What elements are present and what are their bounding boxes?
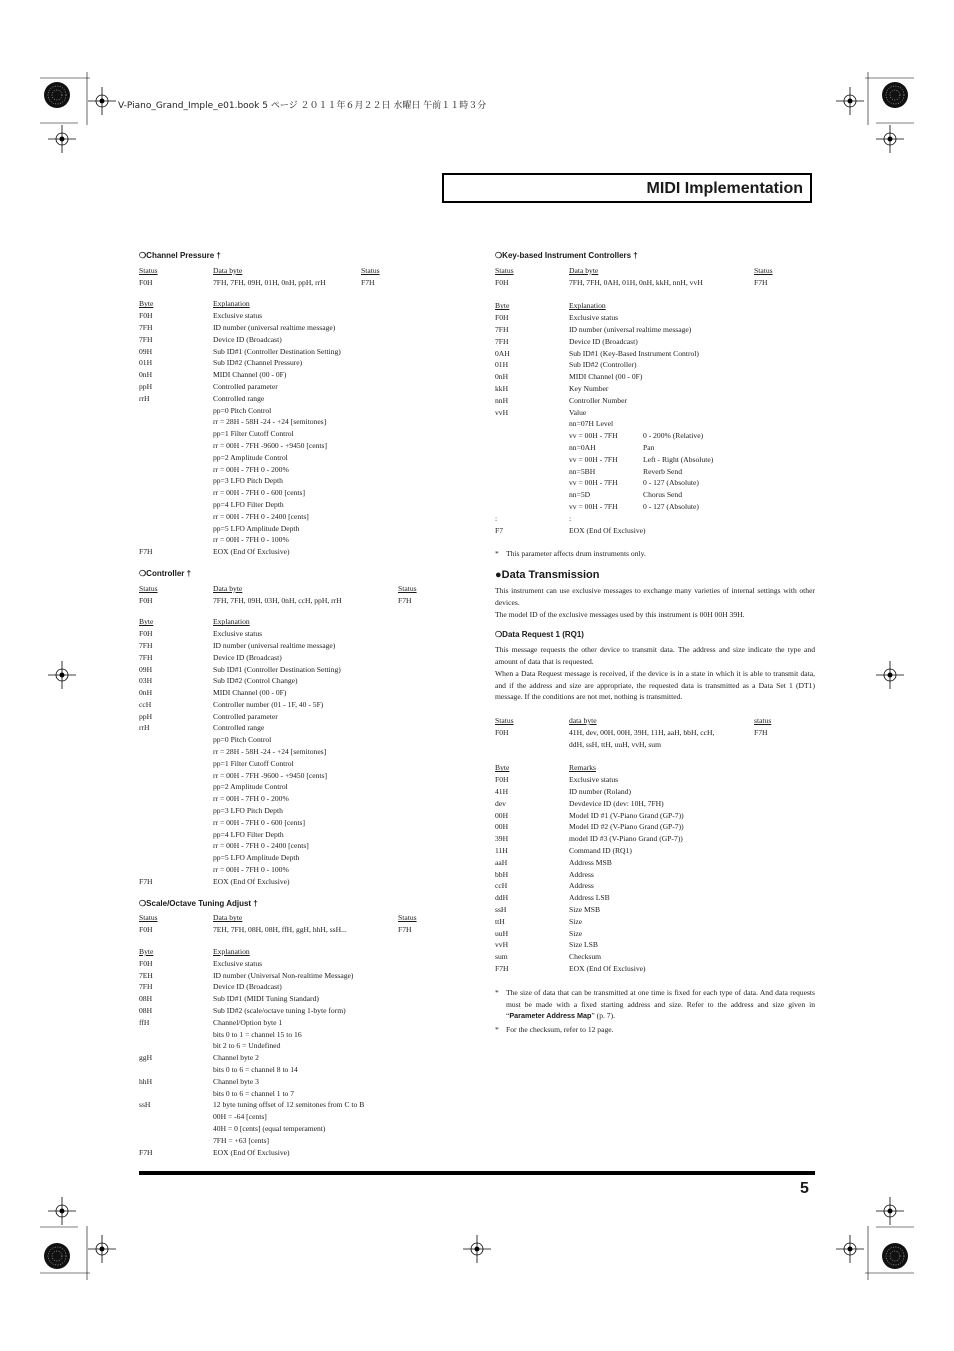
status-row: F0H 41H, dev, 00H, 00H, 39H, 11H, aaH, bbH, ccH, F7H	[495, 727, 768, 737]
file-header: V-Piano_Grand_Imple_e01.book 5 ページ ２０１１年６月２２日 水曜日 午前１１時３分	[118, 101, 487, 111]
byte-row: 09H Sub ID#1 (Controller Destination Setting)	[139, 664, 341, 674]
eox-row: F7H EOX (End Of Exclusive)	[139, 876, 290, 886]
byte-row: ppH Controlled parameter	[139, 381, 278, 391]
eox-row: F7H EOX (End Of Exclusive)	[139, 547, 290, 557]
byte-row: 11H Command ID (RQ1)	[495, 846, 632, 856]
status-row: F0H 7FH, 7FH, 0AH, 01H, 0nH, kkH, nnH, vvH F7H	[495, 277, 768, 287]
footnote: * For the checksum, refer to 12 page.	[495, 1025, 614, 1035]
status-row: F0H 7FH, 7FH, 09H, 01H, 0nH, ppH, rrH F7H	[139, 277, 375, 287]
byte-row: dev Devdevice ID (dev: 10H, 7FH)	[495, 798, 664, 808]
byte-row: ccH Controller number (01 - 1F, 40 - 5F)	[139, 699, 324, 709]
footnote: * This parameter affects drum instruments only.	[495, 549, 646, 559]
byte-row: 09H Sub ID#1 (Controller Destination Setting)	[139, 346, 341, 356]
byte-row: kkH Key Number	[495, 383, 609, 393]
byte-row: ccH Address	[495, 881, 594, 891]
byte-header: Byte Explanation	[139, 947, 250, 957]
byte-row: F0H Exclusive status	[495, 775, 619, 785]
byte-row: ssH Size MSB	[495, 905, 601, 915]
byte-row: 7FH Device ID (Broadcast)	[495, 336, 638, 346]
byte-row: 00H Model ID #2 (V-Piano Grand (GP-7))	[495, 822, 684, 832]
status-header: Status Data byte Status	[139, 265, 380, 275]
byte-row: 01H Sub ID#2 (Channel Pressure)	[139, 358, 303, 368]
paragraph: This instrument can use exclusive messages to exchange many varieties of internal settings with other devices.	[495, 585, 815, 607]
byte-row: 7FH = +63 [cents]	[213, 1135, 270, 1145]
byte-row: rrH Controlled range	[139, 723, 265, 733]
byte-row: bits 0 to 6 = channel 8 to 14	[213, 1065, 298, 1074]
byte-header: Byte Explanation	[495, 301, 606, 311]
byte-header: Byte Remarks	[495, 763, 596, 773]
byte-row: bit 2 to 6 = Undefined	[213, 1041, 281, 1051]
paragraph: The model ID of the exclusive messages used by this instrument is 00H 00H 39H.	[495, 609, 745, 619]
byte-list	[495, 312, 815, 418]
rq1-heading: ❍Data Request 1 (RQ1)	[495, 630, 584, 640]
footnote: * The size of data that can be transmitted at one time is fixed for each type of data. And data requests must be made with a fixed starting address and size. Refer to the address and size given in “Parameter Address Map” (p. 7).	[495, 987, 815, 1021]
status-header: Status data byte status	[495, 716, 772, 726]
byte-list	[139, 958, 439, 1159]
byte-row: 0nH MIDI Channel (00 - 0F)	[495, 372, 643, 382]
byte-row: 7FH ID number (universal realtime message)	[139, 322, 336, 332]
scale-tuning-heading: ❍Scale/Octave Tuning Adjust †	[139, 898, 258, 908]
byte-row: 7EH ID number (Universal Non-realtime Message)	[139, 970, 354, 980]
byte-row: 08H Sub ID#1 (MIDI Tuning Standard)	[139, 994, 319, 1004]
byte-row: 7FH Device ID (Broadcast)	[139, 652, 282, 662]
value-list: nn=07H Level vv = 00H - 7FH 0 - 200% (Relative) nn=0AH Pan vv = 00H - 7FH Left - Right (Absolute) nn=5BH Reverb Send vv = 00H - 7FH 0 - 127 (Absolute) nn=5D Chorus Send vv = 00H - 7FH 0 - 127 (Absolute)	[569, 419, 714, 511]
byte-list	[139, 628, 439, 734]
byte-row: 39H model ID #3 (V-Piano Grand (GP-7))	[495, 834, 683, 844]
byte-row: F0H Exclusive status	[139, 311, 263, 321]
byte-row: ggH Channel byte 2	[139, 1053, 259, 1063]
key-based-heading: ❍Key-based Instrument Controllers †	[495, 251, 638, 260]
byte-row: 7FH Device ID (Broadcast)	[139, 334, 282, 344]
byte-row: 0AH Sub ID#1 (Key-Based Instrument Control)	[495, 348, 699, 358]
byte-row: bits 0 to 1 = channel 15 to 16	[213, 1029, 302, 1039]
byte-header: Byte Explanation	[139, 299, 250, 309]
ellipsis-row: : :	[495, 513, 572, 523]
byte-row: F0H Exclusive status	[495, 313, 619, 323]
channel-pressure-heading: ❍Channel Pressure †	[139, 251, 221, 260]
byte-row: 41H ID number (Roland)	[495, 787, 631, 797]
byte-row: ttH Size	[495, 916, 583, 926]
status-row: F0H 7EH, 7FH, 08H, 08H, ffH, ggH, hhH, ssH... F7H	[139, 925, 412, 935]
byte-row: ffH Channel/Option byte 1	[139, 1017, 283, 1027]
byte-row: 0nH MIDI Channel (00 - 0F)	[139, 688, 287, 698]
byte-row: hhH Channel byte 3	[139, 1076, 259, 1086]
byte-list	[139, 310, 439, 404]
range-list: pp=0 Pitch Control rr = 28H - 58H -24 - +24 [semitones] pp=1 Filter Cutoff Control rr = 00H - 7FH -9600 - +9450 [cents] pp=2 Amplitude Control rr = 00H - 7FH 0 - 200% pp=3 LFO Pitch Depth rr = 00H - 7FH 0 - 600 [cents] pp=4 LFO Filter Depth rr = 00H - 7FH 0 - 2400 [cents] pp=5 LFO Amplitude Depth rr = 00H - 7FH 0 - 100%	[213, 405, 328, 545]
byte-row: 7FH Device ID (Broadcast)	[139, 982, 282, 992]
title-box	[442, 173, 812, 203]
byte-row: vvH Size LSB	[495, 940, 598, 950]
byte-row: vvH Value	[495, 407, 587, 417]
byte-row: 00H = -64 [cents]	[213, 1112, 267, 1122]
status-header: Status Data byte Status	[139, 913, 417, 923]
eox-row: F7 EOX (End Of Exclusive)	[495, 525, 646, 535]
byte-row: sum Checksum	[495, 952, 602, 962]
byte-row: bits 0 to 6 = channel 1 to 7	[213, 1088, 295, 1098]
byte-row: ppH Controlled parameter	[139, 711, 278, 721]
status-header: Status Data byte Status	[495, 265, 773, 275]
parameter-address-map-link[interactable]: Parameter Address Map	[509, 1011, 592, 1021]
byte-row: 01H Sub ID#2 (Controller)	[495, 360, 637, 370]
byte-row: 08H Sub ID#2 (scale/octave tuning 1-byte form)	[139, 1006, 346, 1016]
controller-heading: ❍Controller †	[139, 568, 192, 578]
bottom-rule	[139, 1171, 815, 1175]
byte-row: ssH 12 byte tuning offset of 12 semitones from C to B	[139, 1100, 365, 1110]
paragraph: This message requests the other device to transmit data. The address and size indicate the type and amount of data that is requested.	[495, 645, 815, 666]
page-title: MIDI Implementation	[646, 180, 803, 197]
paragraph: When a Data Request message is received, if the device is in a state in which it is able to transmit data, and if the address and size are appropriate, the requested data is transmitted as a Data Set 1 (DT1) message. If the conditions are not met, nothing is transmitted.	[495, 668, 815, 702]
byte-row: rrH Controlled range	[139, 393, 265, 403]
range-list: pp=0 Pitch Control rr = 28H - 58H -24 - +24 [semitones] pp=1 Filter Cutoff Control rr = 00H - 7FH -9600 - +9450 [cents] pp=2 Amplitude Control rr = 00H - 7FH 0 - 200% pp=3 LFO Pitch Depth rr = 00H - 7FH 0 - 600 [cents] pp=4 LFO Filter Depth rr = 00H - 7FH 0 - 2400 [cents] pp=5 LFO Amplitude Depth rr = 00H - 7FH 0 - 100%	[213, 735, 328, 875]
byte-row: ddH Address LSB	[495, 893, 610, 903]
status-header: Status Data byte Status	[139, 583, 417, 593]
status-row-continued: ddH, ssH, ttH, uuH, vvH, sum	[569, 739, 661, 749]
byte-row: F7H EOX (End Of Exclusive)	[495, 964, 646, 974]
byte-row: 40H = 0 [cents] (equal temperament)	[213, 1123, 326, 1133]
byte-row: uuH Size	[495, 928, 583, 938]
byte-row: F0H Exclusive status	[139, 958, 263, 968]
byte-row: aaH Address MSB	[495, 857, 612, 867]
page-number: 5	[800, 1180, 809, 1197]
status-row: F0H 7FH, 7FH, 09H, 03H, 0nH, ccH, ppH, rrH F7H	[139, 595, 412, 605]
byte-list	[495, 774, 815, 975]
byte-row: nnH Controller Number	[495, 395, 627, 405]
byte-row: F0H Exclusive status	[139, 629, 263, 639]
byte-row: 00H Model ID #1 (V-Piano Grand (GP-7))	[495, 810, 684, 820]
byte-row: 7FH ID number (universal realtime message)	[139, 640, 336, 650]
byte-row: bbH Address	[495, 869, 594, 879]
byte-header: Byte Explanation	[139, 617, 250, 627]
byte-row: 0nH MIDI Channel (00 - 0F)	[139, 370, 287, 380]
byte-row: 7FH ID number (universal realtime message)	[495, 324, 692, 334]
left-column	[139, 250, 439, 1158]
right-column	[495, 250, 815, 1036]
byte-row: F7H EOX (End Of Exclusive)	[139, 1147, 290, 1157]
data-transmission-heading: ●Data Transmission	[495, 569, 600, 582]
byte-row: 03H Sub ID#2 (Control Change)	[139, 676, 298, 686]
